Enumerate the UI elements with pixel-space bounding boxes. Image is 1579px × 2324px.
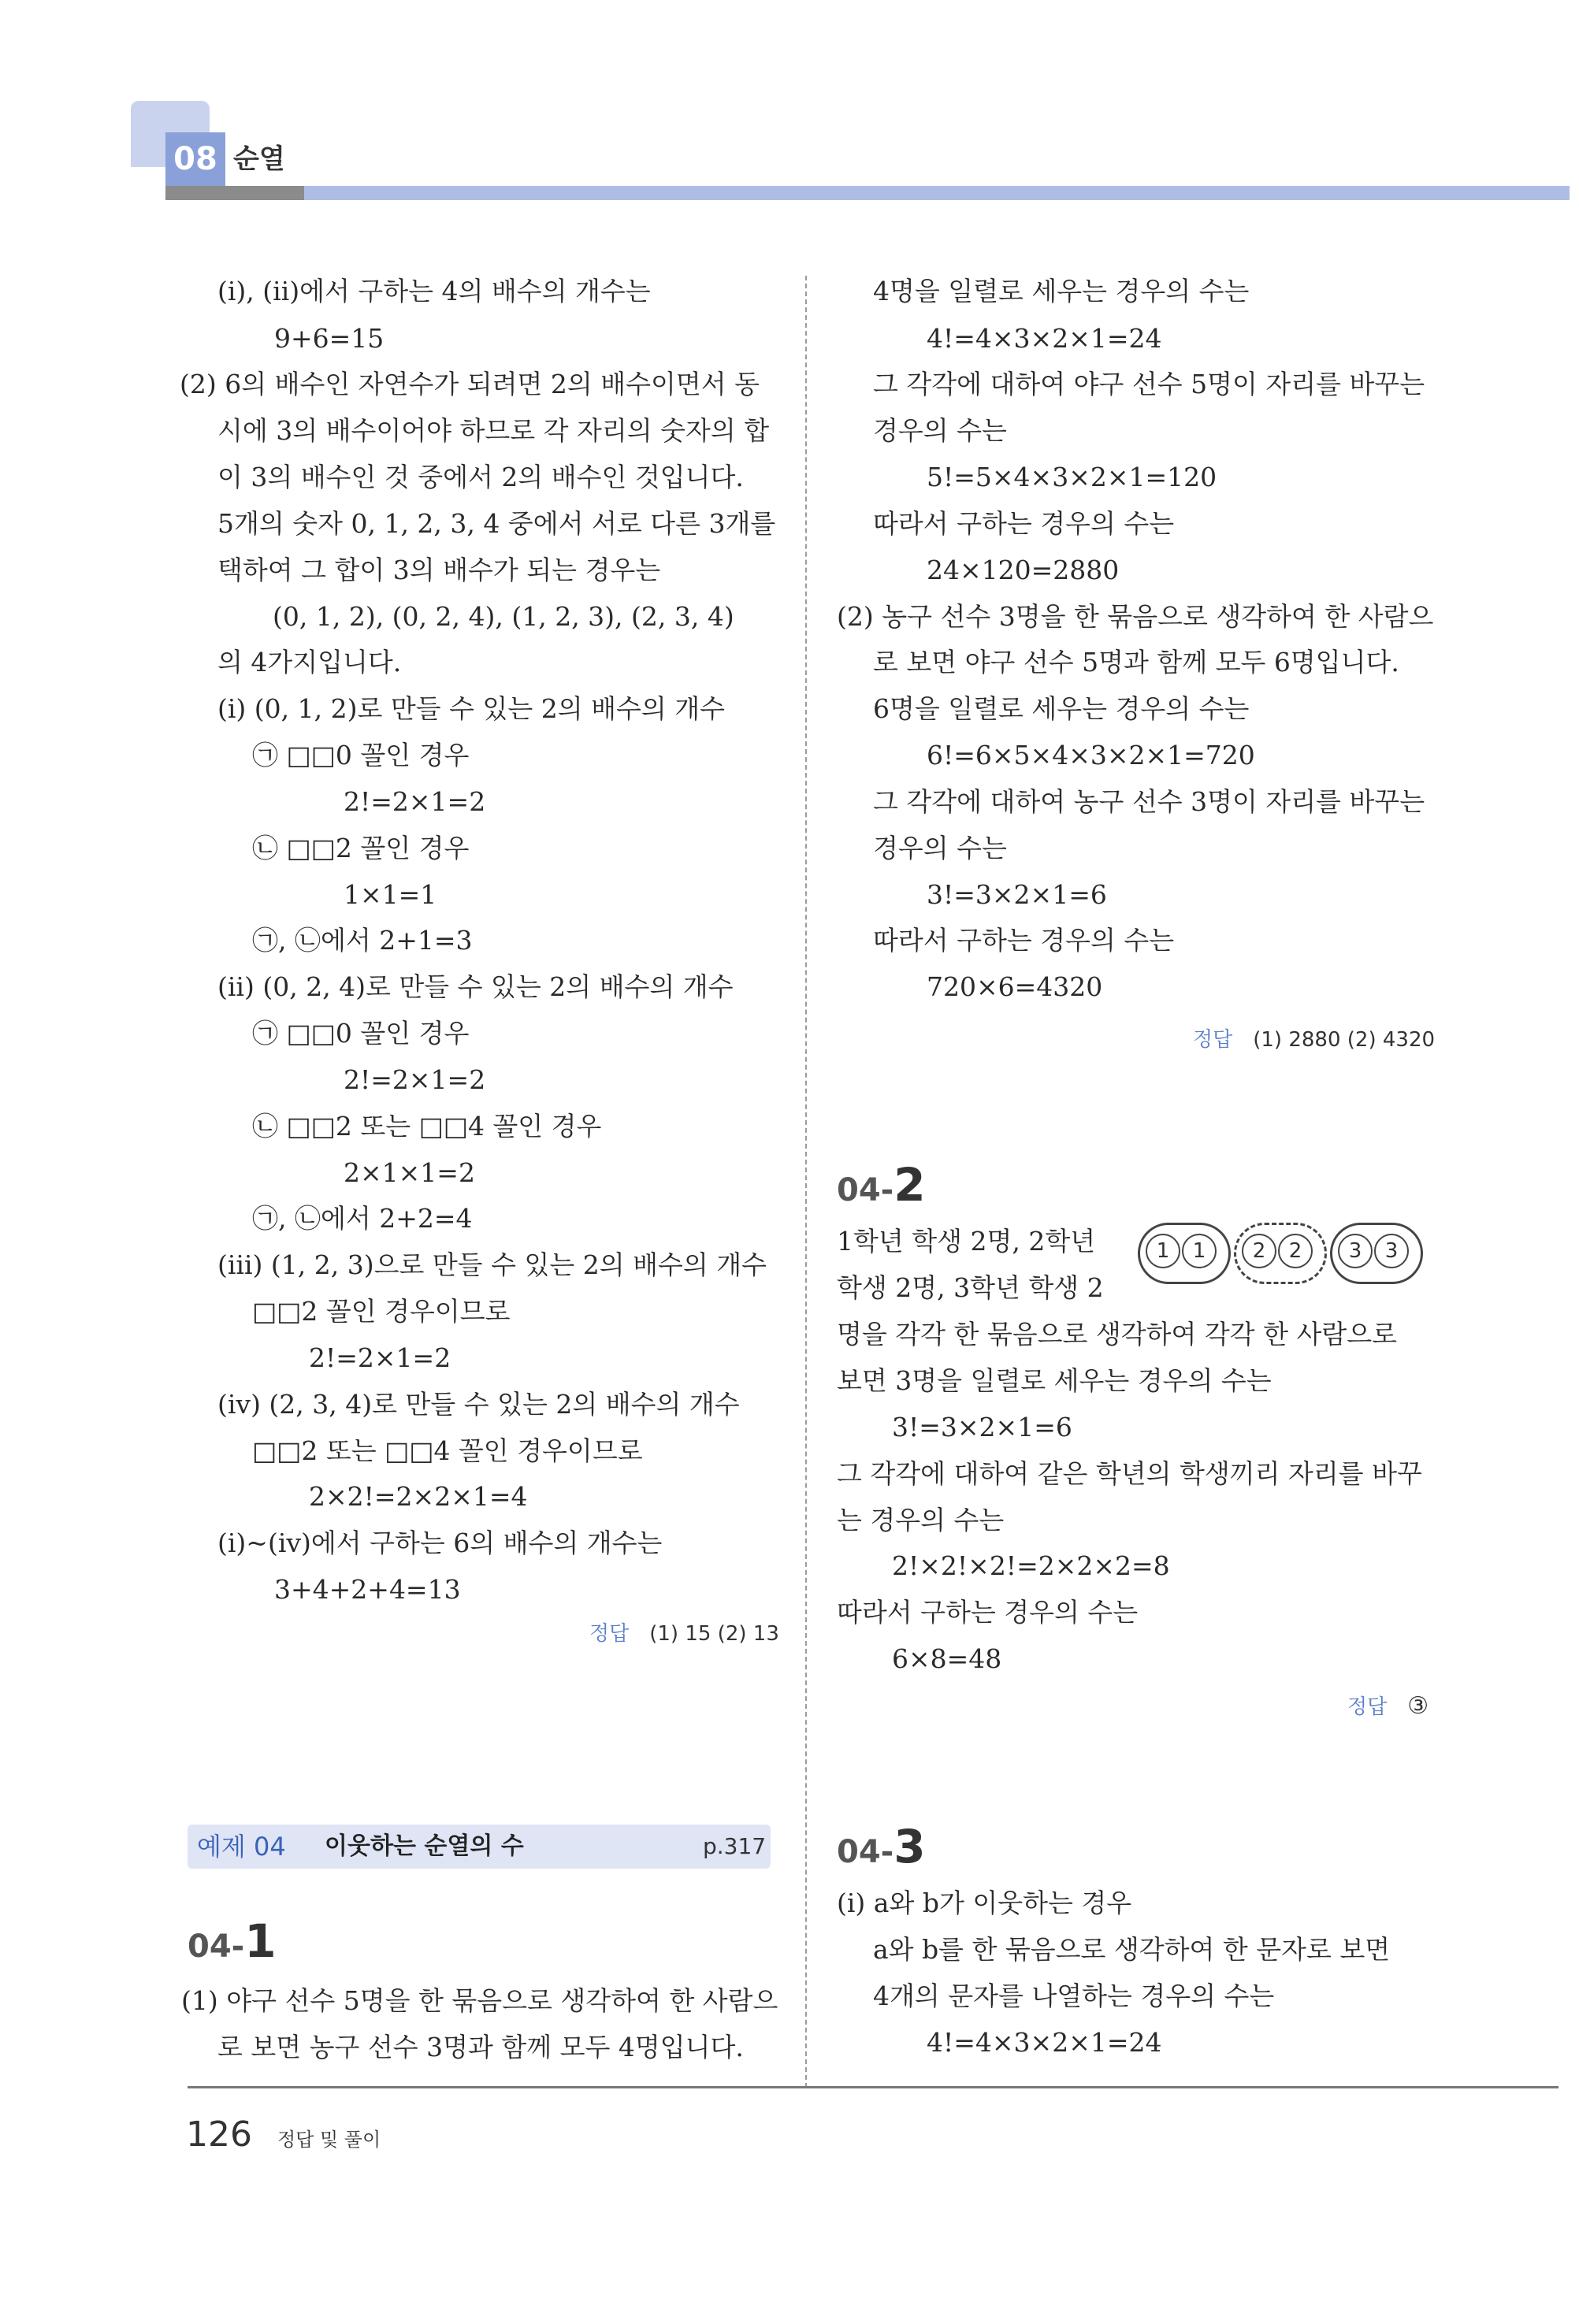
equation-line: 9+6=15 (274, 323, 385, 354)
footer-rule (188, 2086, 1559, 2088)
text-line: (ⅰ) (0, 1, 2)로 만들 수 있는 2의 배수의 개수 (217, 693, 725, 724)
student-circle: 3 (1338, 1234, 1373, 1268)
example-page-ref: p.317 (703, 1833, 767, 1859)
text-line: (ⅰ), (ⅱ)에서 구하는 4의 배수의 개수는 (217, 276, 651, 306)
text-line: (ⅰ)~(ⅳ)에서 구하는 6의 배수의 개수는 (217, 1528, 663, 1558)
equation-line: 5!=5×4×3×2×1=120 (927, 462, 1217, 492)
equation-line: 6×8=48 (892, 1643, 1002, 1674)
answer-row (1347, 1691, 1429, 1723)
problem-number-04-3: 04-3 (837, 1820, 926, 1873)
example-title: 이웃하는 순열의 수 (325, 1832, 524, 1860)
student-circle: 1 (1146, 1234, 1180, 1268)
chapter-number: 08 (165, 132, 225, 186)
answer-label: 정답 (1347, 1695, 1388, 1719)
page-number: 126 (186, 2114, 252, 2155)
text-line: 그 각각에 대하여 야구 선수 5명이 자리를 바꾸는 (873, 369, 1425, 399)
student-circle: 2 (1242, 1234, 1276, 1268)
text-line: □□2 또는 □□4 꼴인 경우이므로 (252, 1435, 643, 1466)
equation-line: 2×1×1=2 (344, 1157, 475, 1188)
text-line: (2) 농구 선수 3명을 한 묶음으로 생각하여 한 사람으 (837, 601, 1434, 632)
answer-row (589, 1618, 779, 1650)
column-divider (805, 276, 807, 2088)
problem-number-04-2: 04-2 (837, 1158, 926, 1212)
equation-line: 3!=3×2×1=6 (927, 879, 1107, 910)
equation-line: 720×6=4320 (927, 971, 1103, 1002)
equation-line: 2!=2×1=2 (309, 1342, 451, 1373)
text-line: 로 보면 농구 선수 3명과 함께 모두 4명입니다. (217, 2032, 744, 2062)
text-line: (ⅳ) (2, 3, 4)로 만들 수 있는 2의 배수의 개수 (217, 1389, 740, 1420)
equation-line: 1×1=1 (344, 879, 437, 910)
text-line: (ⅱ) (0, 2, 4)로 만들 수 있는 2의 배수의 개수 (217, 971, 734, 1002)
text-line: 4명을 일렬로 세우는 경우의 수는 (873, 276, 1250, 306)
text-line: 따라서 구하는 경우의 수는 (873, 925, 1175, 956)
text-line: ㉠ □□0 꼴인 경우 (252, 1018, 470, 1049)
answer-label: 정답 (1193, 1028, 1233, 1052)
text-line: 는 경우의 수는 (837, 1505, 1005, 1535)
text-line: □□2 꼴인 경우이므로 (252, 1296, 511, 1327)
text-line: (ⅲ) (1, 2, 3)으로 만들 수 있는 2의 배수의 개수 (217, 1249, 767, 1280)
text-line: 그 각각에 대하여 같은 학년의 학생끼리 자리를 바꾸 (837, 1458, 1422, 1489)
student-circle: 1 (1182, 1234, 1217, 1268)
example-tag: 예제 04 (197, 1832, 286, 1862)
text-line: 따라서 구하는 경우의 수는 (873, 508, 1175, 539)
header-bar (165, 186, 1570, 200)
text-line: 5개의 숫자 0, 1, 2, 3, 4 중에서 서로 다른 3개를 (217, 508, 776, 539)
answer-label: 정답 (589, 1622, 630, 1646)
text-line: (1) 야구 선수 5명을 한 묶음으로 생각하여 한 사람으 (181, 1985, 778, 2016)
equation-line: 4!=4×3×2×1=24 (927, 323, 1162, 354)
text-line: ㉡ □□2 꼴인 경우 (252, 833, 470, 863)
text-line: 4개의 문자를 나열하는 경우의 수는 (873, 1981, 1275, 2011)
student-circle: 3 (1374, 1234, 1409, 1268)
text-line: 따라서 구하는 경우의 수는 (837, 1597, 1139, 1628)
text-line: a와 b를 한 묶음으로 생각하여 한 문자로 보면 (873, 1934, 1391, 1965)
equation-line: 2!×2!×2!=2×2×2=8 (892, 1550, 1170, 1581)
equation-line: 24×120=2880 (927, 555, 1120, 585)
text-line: 6명을 일렬로 세우는 경우의 수는 (873, 693, 1250, 724)
equation-line: 4!=4×3×2×1=24 (927, 2027, 1162, 2058)
text-line: (ⅰ) a와 b가 이웃하는 경우 (837, 1888, 1132, 1918)
equation-line: 2×2!=2×2×1=4 (309, 1481, 528, 1512)
text-line: 경우의 수는 (873, 415, 1007, 446)
text-line: 의 4가지입니다. (217, 647, 402, 678)
text-line: 그 각각에 대하여 농구 선수 3명이 자리를 바꾸는 (873, 786, 1425, 817)
text-line: (2) 6의 배수인 자연수가 되려면 2의 배수이면서 동 (180, 369, 760, 399)
text-line: ㉠ □□0 꼴인 경우 (252, 740, 470, 770)
text-line: 보면 3명을 일렬로 세우는 경우의 수는 (837, 1365, 1272, 1396)
answer-value: (1) 15 (2) 13 (649, 1622, 779, 1646)
problem-number-04-1: 04-1 (188, 1914, 277, 1968)
header-bar-accent (165, 186, 304, 200)
equation-line: 3!=3×2×1=6 (892, 1412, 1072, 1442)
answer-row (1193, 1024, 1435, 1056)
text-line: 택하여 그 합이 3의 배수가 되는 경우는 (217, 555, 661, 585)
equation-line: 2!=2×1=2 (344, 786, 486, 817)
text-line: ㉡ □□2 또는 □□4 꼴인 경우 (252, 1111, 602, 1142)
equation-line: 3+4+2+4=13 (274, 1574, 461, 1605)
footer-section-title: 정답 및 풀이 (277, 2129, 381, 2151)
text-line: 명을 각각 한 묶음으로 생각하여 각각 한 사람으로 (837, 1319, 1397, 1349)
answer-value: (1) 2880 (2) 4320 (1253, 1028, 1436, 1052)
student-circle: 2 (1278, 1234, 1313, 1268)
text-line: 시에 3의 배수이어야 하므로 각 자리의 숫자의 합 (217, 415, 770, 446)
text-line: ㉠, ㉡에서 2+1=3 (252, 925, 473, 956)
text-line: 경우의 수는 (873, 833, 1007, 863)
text-line: 이 3의 배수인 것 중에서 2의 배수인 것입니다. (217, 462, 744, 492)
equation-line: 6!=6×5×4×3×2×1=720 (927, 740, 1255, 770)
text-line: ㉠, ㉡에서 2+2=4 (252, 1203, 473, 1234)
text-line: 로 보면 야구 선수 5명과 함께 모두 6명입니다. (873, 647, 1399, 678)
equation-line: 2!=2×1=2 (344, 1064, 486, 1095)
answer-value: ③ (1407, 1692, 1429, 1720)
text-line: 학생 2명, 3학년 학생 2 (837, 1272, 1104, 1303)
chapter-title: 순열 (233, 143, 285, 175)
equation-line: (0, 1, 2), (0, 2, 4), (1, 2, 3), (2, 3, 4) (273, 601, 734, 632)
text-line: 1학년 학생 2명, 2학년 (837, 1226, 1096, 1257)
